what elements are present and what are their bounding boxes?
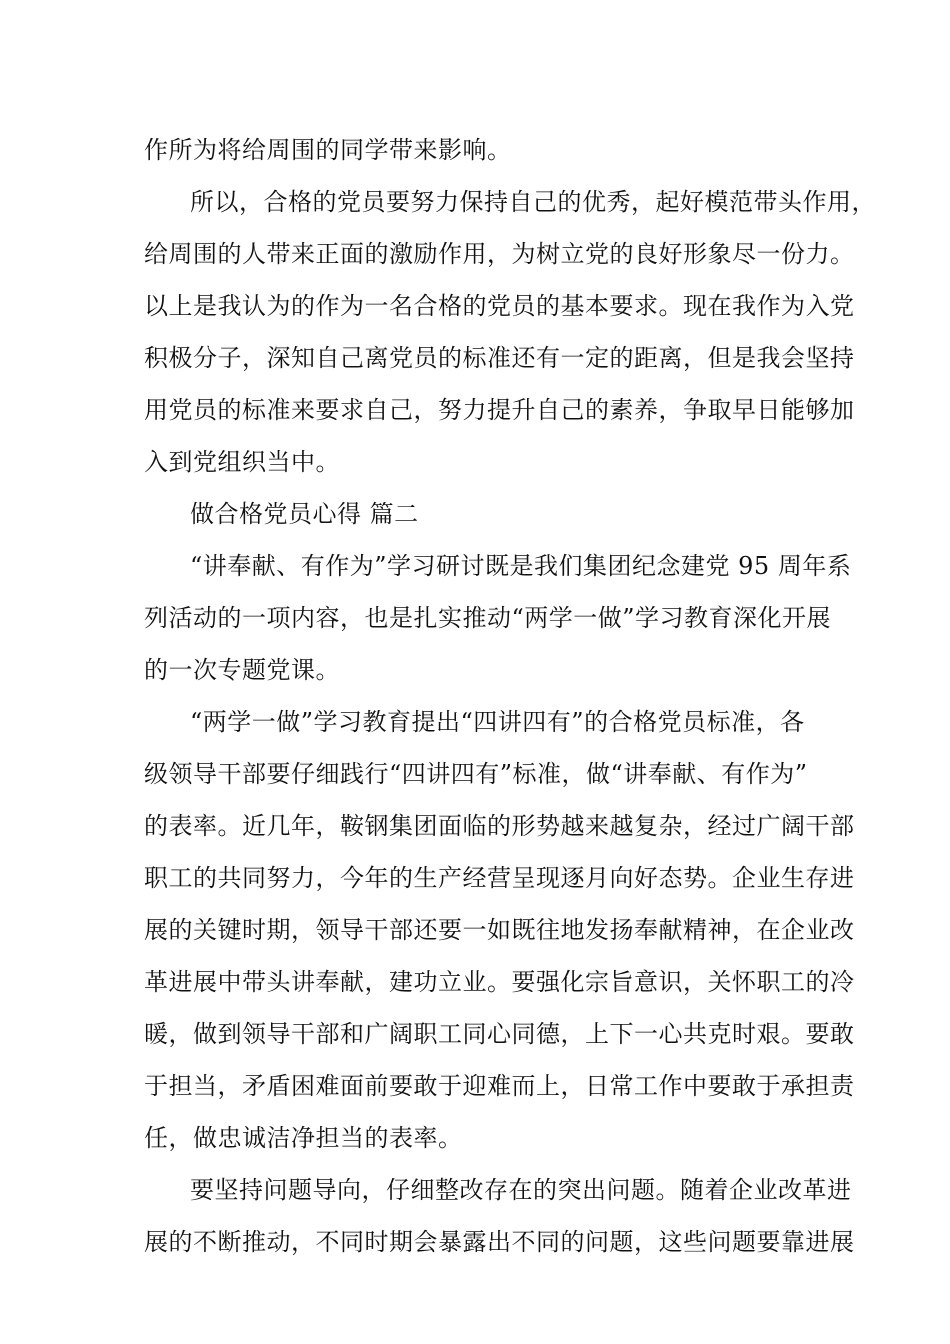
text-line: 任，做忠诚洁净担当的表率。 (144, 1124, 463, 1152)
paragraph-first-line: “两学一做”学习教育提出“四讲四有”的合格党员标准，各 (190, 708, 805, 736)
paragraph-first-line: 所以，合格的党员要努力保持自己的优秀，起好模范带头作用， (190, 188, 876, 216)
text-line: 展的不断推动，不同时期会暴露出不同的问题，这些问题要靠进展 (144, 1228, 855, 1256)
text-line: 的表率。近几年，鞍钢集团面临的形势越来越复杂，经过广阔干部 (144, 812, 855, 840)
text-line: 入到党组织当中。 (144, 448, 340, 476)
text-line: 积极分子，深知自己离党员的标准还有一定的距离，但是我会坚持 (144, 344, 855, 372)
text-line: 职工的共同努力，今年的生产经营呈现逐月向好态势。企业生存进 (144, 864, 855, 892)
text-line: 革进展中带头讲奉献，建功立业。要强化宗旨意识，关怀职工的冷 (144, 968, 855, 996)
section-heading: 做合格党员心得 篇二 (190, 500, 419, 528)
text-line: 给周围的人带来正面的激励作用，为树立党的良好形象尽一份力。 (144, 240, 855, 268)
text-line: 用党员的标准来要求自己，努力提升自己的素养，争取早日能够加 (144, 396, 855, 424)
paragraph-first-line: “讲奉献、有作为”学习研讨既是我们集团纪念建党 95 周年系 (190, 552, 852, 580)
paragraph-first-line: 要坚持问题导向，仔细整改存在的突出问题。随着企业改革进 (190, 1176, 852, 1204)
text-line: 作所为将给周围的同学带来影响。 (144, 136, 512, 164)
text-line: 展的关键时期，领导干部还要一如既往地发扬奉献精神，在企业改 (144, 916, 855, 944)
text-line: 级领导干部要仔细践行“四讲四有”标准，做“讲奉献、有作为” (144, 760, 808, 788)
text-line: 于担当，矛盾困难面前要敢于迎难而上，日常工作中要敢于承担责 (144, 1072, 855, 1100)
text-line: 列活动的一项内容，也是扎实推动“两学一做”学习教育深化开展 (144, 604, 832, 632)
text-line: 以上是我认为的作为一名合格的党员的基本要求。现在我作为入党 (144, 292, 855, 320)
text-line: 的一次专题党课。 (144, 656, 340, 684)
text-line: 暖，做到领导干部和广阔职工同心同德，上下一心共克时艰。要敢 (144, 1020, 855, 1048)
